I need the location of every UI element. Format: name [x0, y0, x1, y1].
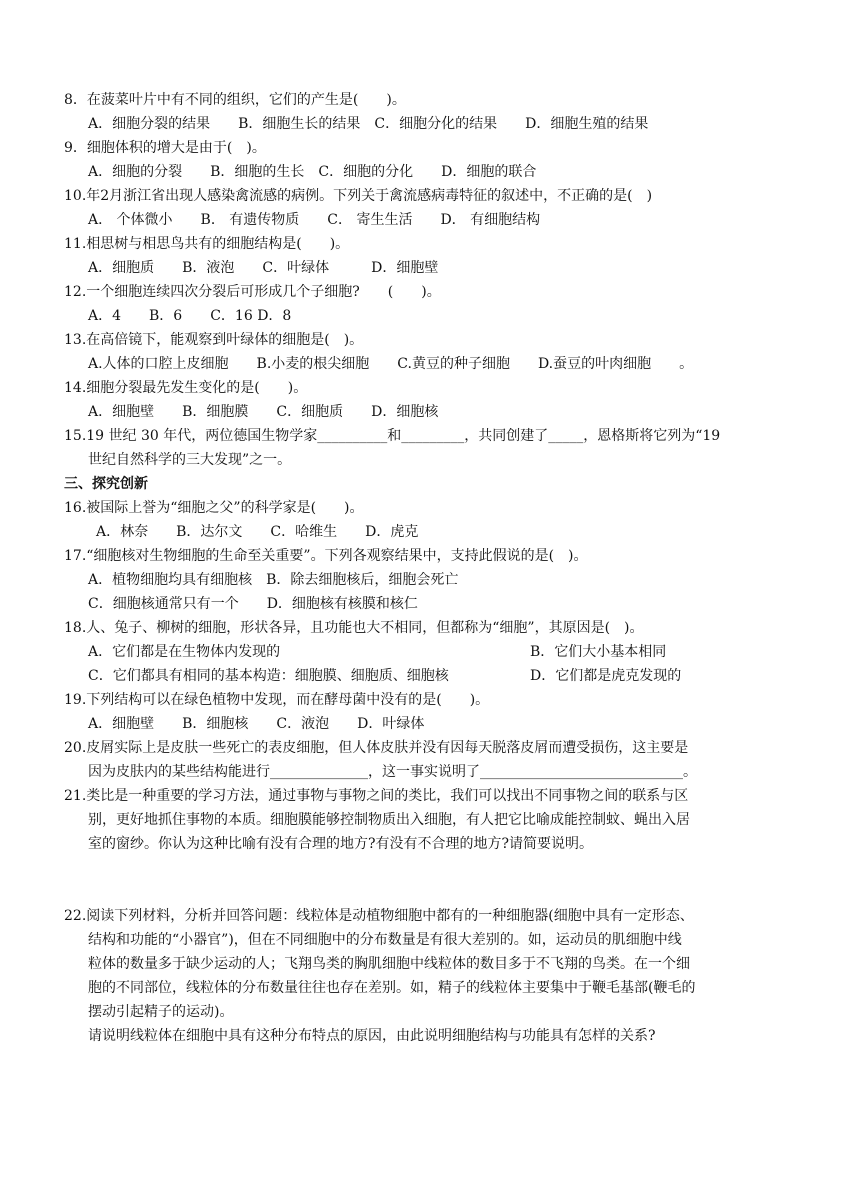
q10-options: A． 个体微小 B． 有遗传物质 C． 寄生生活 D． 有细胞结构	[88, 212, 541, 228]
q17-options-1: A．植物细胞均具有细胞核 B．除去细胞核后，细胞会死亡	[88, 572, 459, 588]
q18-option-a: A．它们都是在生物体内发现的	[88, 644, 281, 660]
q21-line-1: 21.类比是一种重要的学习方法，通过事物与事物之间的类比，我们可以找出不同事物之间的联系与区	[64, 788, 689, 804]
q11-options: A．细胞质 B．液泡 C．叶绿体 D．细胞壁	[88, 260, 439, 276]
q19-stem: 19.下列结构可以在绿色植物中发现，而在酵母菌中没有的是( )。	[64, 692, 490, 708]
q13-options: A.人体的口腔上皮细胞 B.小麦的根尖细胞 C.黄豆的种子细胞 D.蚕豆的叶肉细胞 。	[88, 356, 694, 372]
q18-option-d: D．它们都是虎克发现的	[530, 668, 682, 684]
q14-stem: 14.细胞分裂最先发生变化的是( )。	[64, 380, 308, 396]
q21-line-2: 别，更好地抓住事物的本质。细胞膜能够控制物质出入细胞，有人把它比喻成能控制蚊、蝇出入居	[88, 812, 690, 828]
q12-stem: 12.一个细胞连续四次分裂后可形成几个子细胞? ( )。	[64, 284, 441, 300]
q22-line-2: 结构和功能的“小器官”)，但在不同细胞中的分布数量是有很大差别的。如，运动员的肌细胞中线	[88, 932, 682, 948]
q11-stem: 11.相思树与相思鸟共有的细胞结构是( )。	[64, 236, 350, 252]
q22-line-5: 摆动引起精子的运动)。	[88, 1004, 234, 1020]
q14-options: A．细胞壁 B．细胞膜 C．细胞质 D．细胞核	[88, 404, 439, 420]
q22-line-4: 胞的不同部位，线粒体的分布数量往往也存在差别。如，精子的线粒体主要集中于鞭毛基部(鞭毛的	[88, 980, 696, 996]
q18-option-b: B．它们大小基本相同	[530, 644, 667, 660]
q15-line-2: 世纪自然科学的三大发现”之一。	[88, 452, 292, 468]
q22-line-3: 粒体的数量多于缺少运动的人；飞翔鸟类的胸肌细胞中线粒体的数目多于不飞翔的鸟类。在一个细	[88, 956, 690, 972]
q16-stem: 16.被国际上誉为“细胞之父”的科学家是( )。	[64, 500, 364, 516]
q17-options-2: C．细胞核通常只有一个 D．细胞核有核膜和核仁	[88, 596, 418, 612]
q19-options: A．细胞壁 B．细胞核 C．液泡 D．叶绿体	[88, 716, 425, 732]
q22-line-6: 请说明线粒体在细胞中具有这种分布特点的原因，由此说明细胞结构与功能具有怎样的关系?	[88, 1028, 656, 1044]
q18-option-c: C．它们都具有相同的基本构造：细胞膜、细胞质、细胞核	[88, 668, 449, 684]
q9-stem: 9．细胞体积的增大是由于( )。	[64, 140, 266, 156]
q13-stem: 13.在高倍镜下，能观察到叶绿体的细胞是( )。	[64, 332, 364, 348]
q18-stem: 18.人、兔子、柳树的细胞，形状各异，且功能也大不相同，但都称为“细胞”，其原因是( )。	[64, 620, 644, 636]
section-title: 三、探究创新	[64, 476, 148, 492]
q20-line-1: 20.皮屑实际上是皮肤一些死亡的表皮细胞，但人体皮肤并没有因每天脱落皮屑而遭受损伤，这主要是	[64, 740, 689, 756]
q15-line-1: 15.19 世纪 30 年代，两位德国生物学家__________和_________，共同创建了_____，恩格斯将它列为“19	[64, 428, 721, 444]
q17-stem: 17.“细胞核对生物细胞的生命至关重要”。下列各观察结果中，支持此假说的是( )。	[64, 548, 588, 564]
q22-line-1: 22.阅读下列材料，分析并回答问题：线粒体是动植物细胞中都有的一种细胞器(细胞中具有一定形态、	[64, 908, 694, 924]
q20-line-2: 因为皮肤内的某些结构能进行______________，这一事实说明了_____________________________。	[88, 764, 697, 780]
q16-options: A．林奈 B．达尔文 C．哈维生 D．虎克	[96, 524, 419, 540]
q9-options: A．细胞的分裂 B．细胞的生长 C．细胞的分化 D．细胞的联合	[88, 164, 537, 180]
q12-options: A．4 B．6 C．16 D．8	[88, 308, 292, 324]
q8-options: A．细胞分裂的结果 B．细胞生长的结果 C．细胞分化的结果 D．细胞生殖的结果	[88, 116, 649, 132]
q10-stem: 10.年2月浙江省出现人感染禽流感的病例。下列关于禽流感病毒特征的叙述中，不正确的是( )	[64, 188, 653, 204]
q8-stem: 8．在菠菜叶片中有不同的组织，它们的产生是( )。	[64, 92, 406, 108]
q21-line-3: 室的窗纱。你认为这种比喻有没有合理的地方?有没有不合理的地方?请简要说明。	[88, 836, 594, 852]
